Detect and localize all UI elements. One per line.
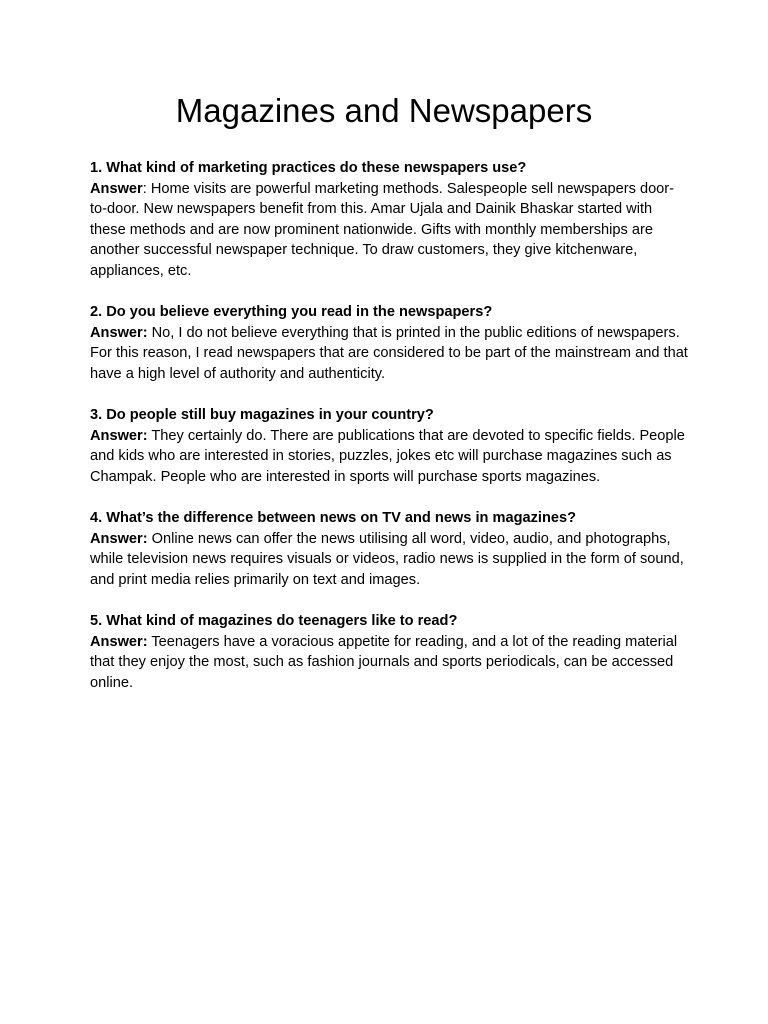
answer-label-1: Answer — [90, 180, 143, 197]
qa-item-4 — [90, 508, 690, 590]
question-3: 3. Do people still buy magazines in your country? — [90, 407, 434, 424]
answer-text-5: Teenagers have a voracious appetite for reading, and a lot of the reading material that they enjoy the most, such as fashion journals and sports periodicals, can be accessed online. — [90, 633, 678, 691]
page-title: Magazines and Newspapers — [175, 92, 593, 129]
qa-item-1 — [90, 158, 690, 282]
answer-text-4: Online news can offer the news utilising all word, video, audio, and photographs, while television news requires visuals or videos, radio news is supplied in the form of sound, and print media relies primarily on text and images. — [90, 530, 684, 588]
qa-item-5 — [90, 611, 690, 693]
question-2: 2. Do you believe everything you read in the newspapers? — [90, 304, 493, 321]
qa-list — [90, 158, 690, 714]
question-5: 5. What kind of magazines do teenagers like to read? — [90, 613, 458, 630]
answer-label-5: Answer: — [90, 633, 148, 650]
question-1: 1. What kind of marketing practices do these newspapers use? — [90, 160, 527, 176]
qa-item-3 — [90, 405, 690, 487]
answer-3 — [90, 426, 690, 488]
answer-2 — [90, 323, 690, 385]
answer-label-3: Answer: — [90, 427, 148, 444]
answer-text-1: : Home visits are powerful marketing methods. Salespeople sell newspapers door-to-door. New newspapers benefit from this. Amar Ujala and Dainik Bhaskar started with these methods and are now prominent nationwide. Gifts with monthly memberships are another successful newspaper technique. To draw customers, they give kitchenware, appliances, etc. — [90, 180, 675, 279]
answer-4 — [90, 529, 690, 591]
answer-label-2: Answer: — [90, 324, 148, 341]
answer-label-4: Answer: — [90, 530, 148, 547]
answer-text-2: No, I do not believe everything that is printed in the public editions of newspapers. For this reason, I read newspapers that are considered to be part of the mainstream and that have a high level of authority and authenticity. — [90, 324, 688, 382]
answer-text-3: They certainly do. There are publications that are devoted to specific fields. People and kids who are interested in stories, puzzles, jokes etc will purchase magazines such as Champak. People who are interested in sports will purchase sports magazines. — [90, 427, 685, 485]
qa-item-2 — [90, 302, 690, 384]
question-4: 4. What’s the difference between news on TV and news in magazines? — [90, 510, 577, 527]
answer-5 — [90, 632, 690, 694]
answer-1 — [90, 179, 690, 282]
